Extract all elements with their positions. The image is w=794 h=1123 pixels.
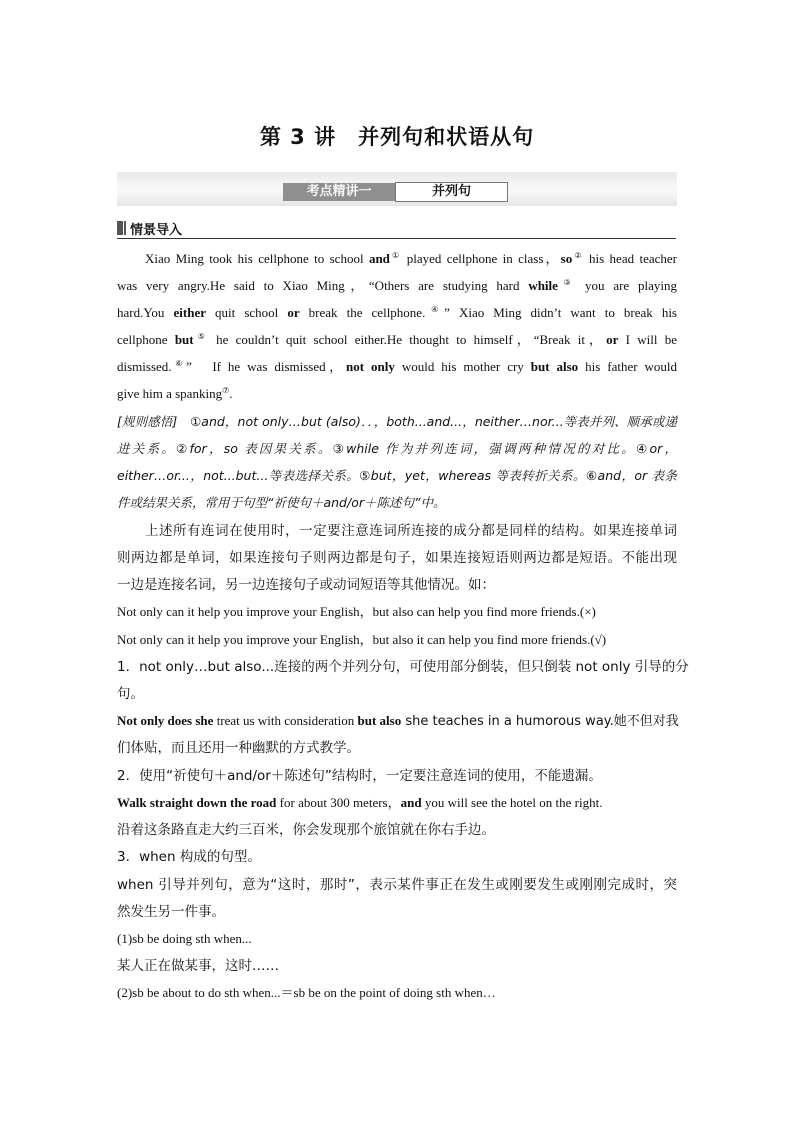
story-line-3: hard.You either quit school or break the cellphone.④” Xiao Ming didn’t want to break his xyxy=(117,305,677,320)
story-line-1: Xiao Ming took his cellphone to school and① played cellphone in class，so② his head teacher xyxy=(145,251,677,266)
rules-line-3: either…or...，not...but...等表选择关系。⑤but，yet，whereas 等表转折关系。⑥and，or 表条 xyxy=(117,468,677,483)
pattern-1-translation: 某人正在做某事，这时…… xyxy=(117,958,279,974)
tab-compound-sentence[interactable]: 并列句 xyxy=(395,182,508,202)
story-line-4: cellphone but⑤ he couldn’t quit school either.He thought to himself，“Break it，or I will be xyxy=(117,332,678,347)
point3-line-2: when 引导并列句，意为“这时，那时”，表示某件事正在发生或刚要发生或刚刚完成时，突 xyxy=(117,877,677,893)
point1-example: Not only does she treat us with consideration but also she teaches in a humorous way.她不但对我 xyxy=(117,713,679,729)
para-line-3: 一边是连接名词，另一边连接句子或动词短语等其他情况。如： xyxy=(117,577,495,593)
story-line-5: dismissed.⑥” If he was dismissed，not only would his mother cry but also his father would xyxy=(117,359,678,374)
point1-line-1: 1．not only…but also...连接的两个并列分句，可使用部分倒装，但只倒装 not only 引导的分 xyxy=(117,659,689,675)
point1-line-2: 句。 xyxy=(117,686,144,702)
story-line-2: was very angry.He said to Xiao Ming，“Others are studying hard while③ you are playing xyxy=(117,278,677,293)
rules-line-4: 件或结果关系，常用于句型“祈使句＋and/or＋陈述句”中。 xyxy=(117,495,446,510)
rules-line-1: [规则感悟] ①and，not only…but (also)．．，both...and...，neither…nor...等表并列、顺承或递 xyxy=(117,414,677,429)
example-right: Not only can it help you improve your English，but also it can help you find more friends.(√) xyxy=(117,632,607,647)
para-line-1: 上述所有连词在使用时，一定要注意连词所连接的成分都是同样的结构。如果连接单词 xyxy=(145,523,677,539)
para-line-2: 则两边都是单词，如果连接句子则两边都是句子，如果连接短语则两边都是短语。不能出现 xyxy=(117,550,677,566)
section-heading xyxy=(117,218,676,239)
pattern-2: (2)sb be about to do sth when...＝sb be on the point of doing sth when… xyxy=(117,985,496,1000)
page-title: 第 3 讲 并列句和状语从句 xyxy=(259,125,535,149)
heading-marker-icon xyxy=(117,221,123,235)
example-wrong: Not only can it help you improve your English，but also can help you find more friends.(×) xyxy=(117,604,596,619)
point3-line-1: 3．when 构成的句型。 xyxy=(117,849,261,865)
point2-translation: 沿着这条路直走大约三百米，你会发现那个旅馆就在你右手边。 xyxy=(117,822,495,838)
point2-line-1: 2．使用“祈使句＋and/or＋陈述句”结构时，一定要注意连词的使用，不能遗漏。 xyxy=(117,768,602,784)
point3-line-3: 然发生另一件事。 xyxy=(117,904,225,920)
story-line-6: give him a spanking⑦. xyxy=(117,386,233,401)
rules-line-2: 进关系。②for，so 表因果关系。③while 作为并列连词，强调两种情况的对比。④or， xyxy=(117,441,677,456)
tab-key-points[interactable]: 考点精讲一 xyxy=(283,183,395,201)
point1-translation: 们体贴，而且还用一种幽默的方式教学。 xyxy=(117,740,360,756)
point2-example: Walk straight down the road for about 300 meters，and you will see the hotel on the right. xyxy=(117,795,603,810)
section-label: 情景导入 xyxy=(130,223,183,238)
pattern-1: (1)sb be doing sth when... xyxy=(117,931,252,946)
